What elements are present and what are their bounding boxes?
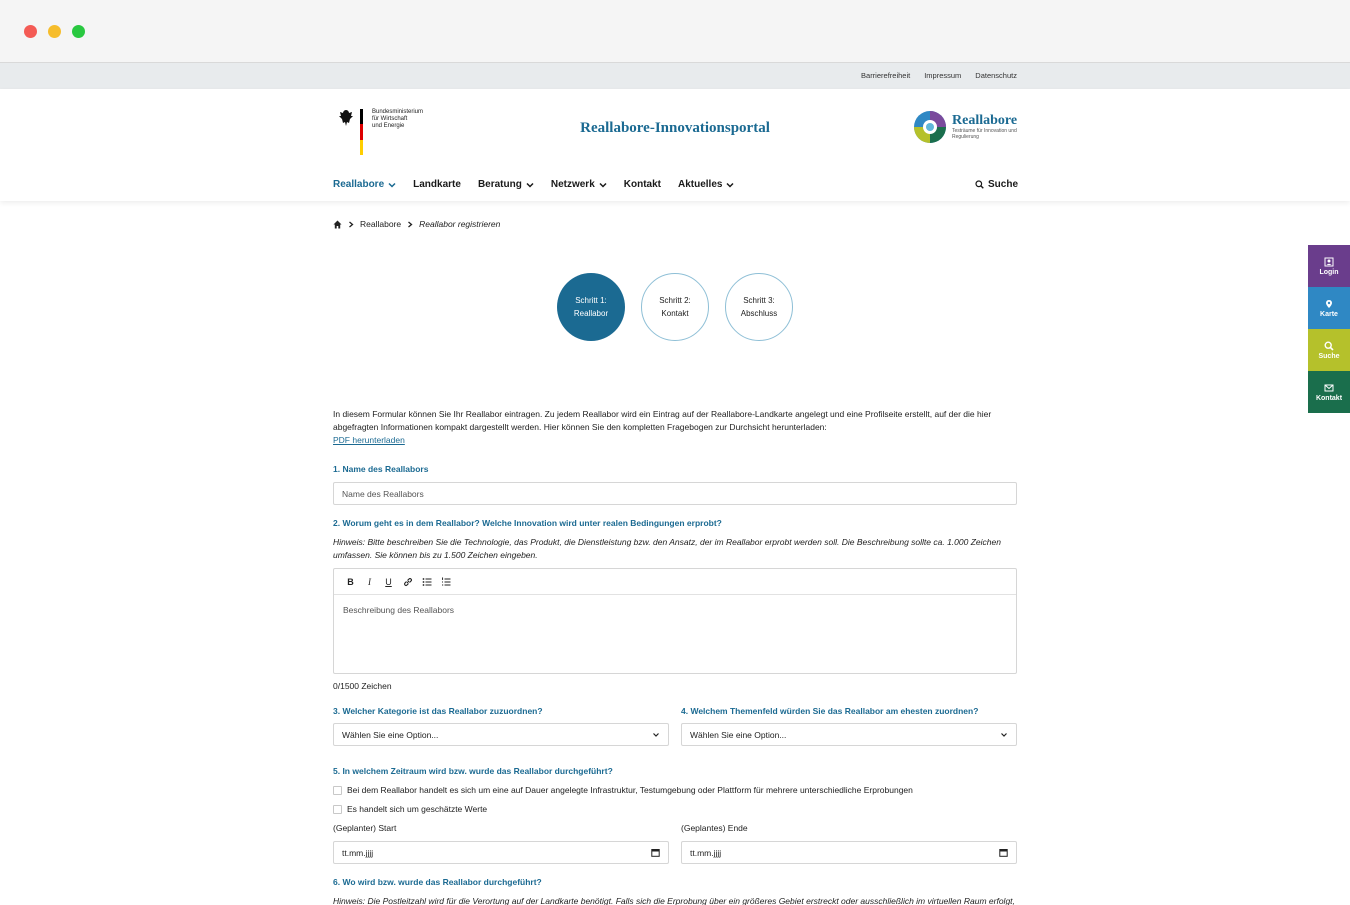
nav-item-beratung[interactable]: Beratung xyxy=(478,179,534,190)
numbered-list-button[interactable] xyxy=(440,576,451,587)
question-1-label: 1. Name des Reallabors xyxy=(333,464,429,474)
permanent-infrastructure-option: Bei dem Reallabor handelt es sich um eine auf Dauer angelegte Infrastruktur, Testumgebung oder Plattform für mehrere unterschiedliche Erprobungen xyxy=(333,785,913,795)
link-button[interactable] xyxy=(402,576,413,587)
link-icon xyxy=(403,577,413,587)
barrierefreiheit-link[interactable]: Barrierefreiheit xyxy=(861,71,911,80)
header-search-button[interactable]: Suche xyxy=(975,179,1018,190)
question-3-label: 3. Welcher Kategorie ist das Reallabor zuzuordnen? xyxy=(333,706,543,716)
search-icon xyxy=(975,180,984,189)
chevron-down-icon xyxy=(388,181,396,189)
login-icon xyxy=(1324,257,1334,267)
nav-item-reallabore[interactable]: Reallabore xyxy=(333,179,396,190)
nav-item-kontakt[interactable]: Kontakt xyxy=(623,179,661,190)
question-6-hint: Hinweis: Die Postleitzahl wird für die Verortung auf der Landkarte benötigt. Falls sich die Erprobung über ein größeres Gebiet erstreckt oder ausschließlich im virtuellen Raum erfolgt, xyxy=(333,896,1015,905)
chevron-down-icon xyxy=(726,181,734,189)
estimated-values-checkbox[interactable] xyxy=(333,805,342,814)
reallabor-name-input[interactable] xyxy=(333,482,1017,505)
topic-select[interactable]: Wählen Sie eine Option... xyxy=(681,723,1017,746)
start-date-input[interactable]: tt.mm.jjjj xyxy=(333,841,669,864)
calendar-icon[interactable] xyxy=(999,848,1008,857)
side-tab-kontakt[interactable]: Kontakt xyxy=(1308,371,1350,413)
map-pin-icon xyxy=(1324,299,1334,309)
question-4-label: 4. Welchem Themenfeld würden Sie das Reallabor am ehesten zuordnen? xyxy=(681,706,979,716)
mail-icon xyxy=(1324,383,1334,393)
end-date-label: (Geplantes) Ende xyxy=(681,823,748,833)
main-navigation xyxy=(333,179,734,190)
step-2-kontakt[interactable]: Schritt 2: Kontakt xyxy=(641,273,709,341)
estimated-values-option: Es handelt sich um geschätzte Werte xyxy=(333,804,487,814)
datenschutz-link[interactable]: Datenschutz xyxy=(975,71,1017,80)
step-3-abschluss[interactable]: Schritt 3: Abschluss xyxy=(725,273,793,341)
breadcrumb-reallabore[interactable]: Reallabore xyxy=(360,219,402,229)
question-6-label: 6. Wo wird bzw. wurde das Reallabor durchgeführt? xyxy=(333,877,542,887)
description-editor xyxy=(333,568,1017,674)
side-tab-suche[interactable]: Suche xyxy=(1308,329,1350,371)
breadcrumb xyxy=(333,219,500,229)
side-tab-login[interactable]: Login xyxy=(1308,245,1350,287)
bullet-list-button[interactable] xyxy=(421,576,432,587)
minimize-window-button[interactable] xyxy=(48,25,61,38)
side-tab-karte[interactable]: Karte xyxy=(1308,287,1350,329)
reallabore-logo[interactable] xyxy=(912,109,1022,145)
permanent-infrastructure-checkbox[interactable] xyxy=(333,786,342,795)
breadcrumb-current: Reallabor registrieren xyxy=(419,219,501,229)
brand-name: Reallabore xyxy=(952,113,1018,128)
chevron-down-icon xyxy=(599,181,607,189)
chevron-right-icon xyxy=(348,221,354,228)
portal-title: Reallabore-Innovationsportal xyxy=(580,120,770,136)
character-counter: 0/1500 Zeichen xyxy=(333,681,392,691)
maximize-window-button[interactable] xyxy=(72,25,85,38)
chevron-down-icon xyxy=(1000,731,1008,739)
question-2-label: 2. Worum geht es in dem Reallabor? Welche Innovation wird unter realen Bedingungen erprobt? xyxy=(333,518,722,528)
home-icon[interactable] xyxy=(333,220,342,229)
step-1-reallabor[interactable]: Schritt 1: Reallabor xyxy=(557,273,625,341)
question-5-label: 5. In welchem Zeitraum wird bzw. wurde das Reallabor durchgeführt? xyxy=(333,766,613,776)
site-header xyxy=(0,89,1350,201)
chevron-down-icon xyxy=(526,181,534,189)
italic-button[interactable]: I xyxy=(368,576,371,587)
reallabore-logo-icon xyxy=(912,109,948,145)
bullet-list-icon xyxy=(422,577,432,587)
calendar-icon[interactable] xyxy=(651,848,660,857)
editor-toolbar xyxy=(334,569,1016,595)
form-intro xyxy=(333,408,1017,447)
start-date-label: (Geplanter) Start xyxy=(333,823,397,833)
category-select[interactable]: Wählen Sie eine Option... xyxy=(333,723,669,746)
nav-item-netzwerk[interactable]: Netzwerk xyxy=(551,179,607,190)
close-window-button[interactable] xyxy=(24,25,37,38)
chevron-down-icon xyxy=(652,731,660,739)
side-quick-tabs xyxy=(1308,245,1350,413)
nav-item-aktuelles[interactable]: Aktuelles xyxy=(678,179,734,190)
end-date-input[interactable]: tt.mm.jjjj xyxy=(681,841,1017,864)
utility-bar xyxy=(0,63,1350,89)
browser-chrome xyxy=(0,0,1350,63)
intro-text: In diesem Formular können Sie Ihr Reallabor eintragen. Zu jedem Reallabor wird ein Eintrag auf der Reallabore-Landkarte angelegt und eine Profilseite erstellt, auf der die hier abgefragten Informationen kompakt dargestellt werden. Hier können Sie den kompletten Fragebogen zur Durchsicht herunterladen: xyxy=(333,409,992,432)
numbered-list-icon xyxy=(441,577,451,587)
brand-tagline: Testräume für Innovation und Regulierung xyxy=(952,128,1017,140)
nav-item-landkarte[interactable]: Landkarte xyxy=(413,179,461,190)
chevron-right-icon xyxy=(407,221,413,228)
impressum-link[interactable]: Impressum xyxy=(924,71,962,80)
pdf-download-link[interactable]: PDF herunterladen xyxy=(333,435,405,445)
search-icon xyxy=(1324,341,1334,351)
underline-button[interactable]: U xyxy=(385,576,392,587)
question-2-hint: Hinweis: Bitte beschreiben Sie die Technologie, das Produkt, die Dienstleistung bzw. den Ansatz, der im Reallabor erprobt werden soll. Die Beschreibung sollte ca. 1.000 Zeichen umfassen. Sie können bis zu 1.500 Zeichen eingeben. xyxy=(333,537,1001,560)
bold-button[interactable]: B xyxy=(347,576,354,587)
description-textarea[interactable]: Beschreibung des Reallabors xyxy=(343,605,455,615)
ministry-name: Bundesministerium für Wirtschaft und Energie xyxy=(372,109,424,129)
